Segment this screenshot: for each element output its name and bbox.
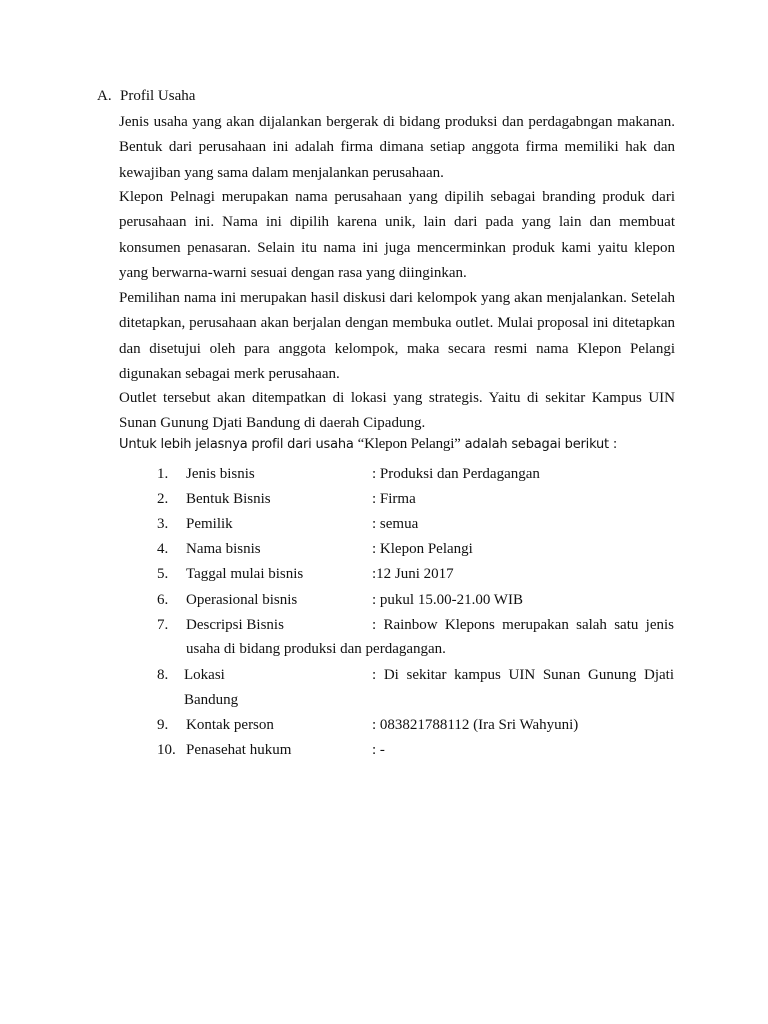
paragraph-company-name: Klepon Pelnagi merupakan nama perusahaan yang dipilih sebagai branding produk dari perusahaan ini. Nama ini dipilih karena unik, lain dari pada yang lain dan membuat konsumen penasaran. Selain itu nama ini juga mencerminkan produk kami yaitu klepon yang berwarna-warni sesuai dengan rasa yang diinginkan. xyxy=(119,189,675,281)
row-label: Descripsi Bisnis xyxy=(186,617,284,633)
row-number: 8. xyxy=(157,667,169,683)
row-number: 10. xyxy=(157,742,176,758)
intro-quote: “Klepon Pelangi” xyxy=(357,436,461,452)
row-label: Bentuk Bisnis xyxy=(186,491,271,507)
paragraph-business-type: Jenis usaha yang akan dijalankan bergerak di bidang produksi dan perdagabngan makanan. Bentuk dari perusahaan ini adalah firma dimana setiap anggota firma memiliki hak dan kewajiban yang sama dalam menjalankan perusahaan. xyxy=(119,114,675,181)
row-label: Kontak person xyxy=(186,717,274,733)
row-label: Taggal mulai bisnis xyxy=(186,566,304,582)
row-label: Pemilik xyxy=(186,516,233,532)
row-number: 2. xyxy=(157,491,169,507)
row-number: 9. xyxy=(157,717,169,733)
profile-row-4 xyxy=(0,539,768,564)
paragraph-outlet-location: Outlet tersebut akan ditempatkan di lokasi yang strategis. Yaitu di sekitar Kampus UIN Sunan Gunung Djati Bandung di daerah Cipadung. xyxy=(119,390,675,432)
profile-row-10 xyxy=(0,740,768,765)
section-heading xyxy=(97,86,195,106)
row-value: : semua xyxy=(372,516,419,532)
row-label: Jenis bisnis xyxy=(186,466,255,482)
profile-row-5 xyxy=(0,564,768,589)
row-label: Nama bisnis xyxy=(186,541,261,557)
paragraph-name-selection: Pemilihan nama ini merupakan hasil diskusi dari kelompok yang akan menjalankan. Setelah ditetapkan, perusahaan akan berjalan dengan membuka outlet. Mulai proposal ini ditetapkan dan disetujui oleh para anggota kelompok, maka secara resmi nama Klepon Pelangi digunakan sebagai merk perusahaan. xyxy=(119,290,675,382)
row-number: 7. xyxy=(157,617,169,633)
row-7-continuation: usaha di bidang produksi dan perdagangan. xyxy=(186,641,446,657)
row-value: : Klepon Pelangi xyxy=(372,541,473,557)
row-value: : Produksi dan Perdagangan xyxy=(372,466,540,482)
profile-row-3 xyxy=(0,514,768,539)
profile-row-2 xyxy=(0,489,768,514)
row-value: :12 Juni 2017 xyxy=(372,566,454,582)
row-number: 3. xyxy=(157,516,169,532)
intro-before: Untuk lebih jelasnya profil dari usaha xyxy=(119,437,354,452)
row-label: Operasional bisnis xyxy=(186,592,298,608)
row-value: : Di sekitar kampus UIN Sunan Gunung Djati xyxy=(372,667,674,683)
row-value: : Rainbow Klepons merupakan salah satu jenis xyxy=(372,617,674,633)
row-label: Penasehat hukum xyxy=(186,742,292,758)
profile-intro xyxy=(119,434,617,455)
profile-row-9 xyxy=(0,715,768,740)
row-value: : pukul 15.00-21.00 WIB xyxy=(372,592,523,608)
row-value: : Firma xyxy=(372,491,416,507)
section-title: Profil Usaha xyxy=(120,88,196,104)
intro-after: adalah sebagai berikut : xyxy=(464,437,618,452)
row-number: 1. xyxy=(157,466,169,482)
profile-row-1 xyxy=(0,464,768,489)
row-number: 6. xyxy=(157,592,169,608)
section-letter: A. xyxy=(97,88,112,104)
row-value: : 083821788112 (Ira Sri Wahyuni) xyxy=(372,717,579,733)
row-number: 4. xyxy=(157,541,169,557)
row-8-continuation: Bandung xyxy=(184,692,239,708)
row-value: : - xyxy=(372,742,385,758)
profile-row-6 xyxy=(0,590,768,615)
row-label: Lokasi xyxy=(184,667,225,683)
row-number: 5. xyxy=(157,566,169,582)
profile-row-8 xyxy=(0,665,768,690)
profile-row-7 xyxy=(0,615,768,640)
